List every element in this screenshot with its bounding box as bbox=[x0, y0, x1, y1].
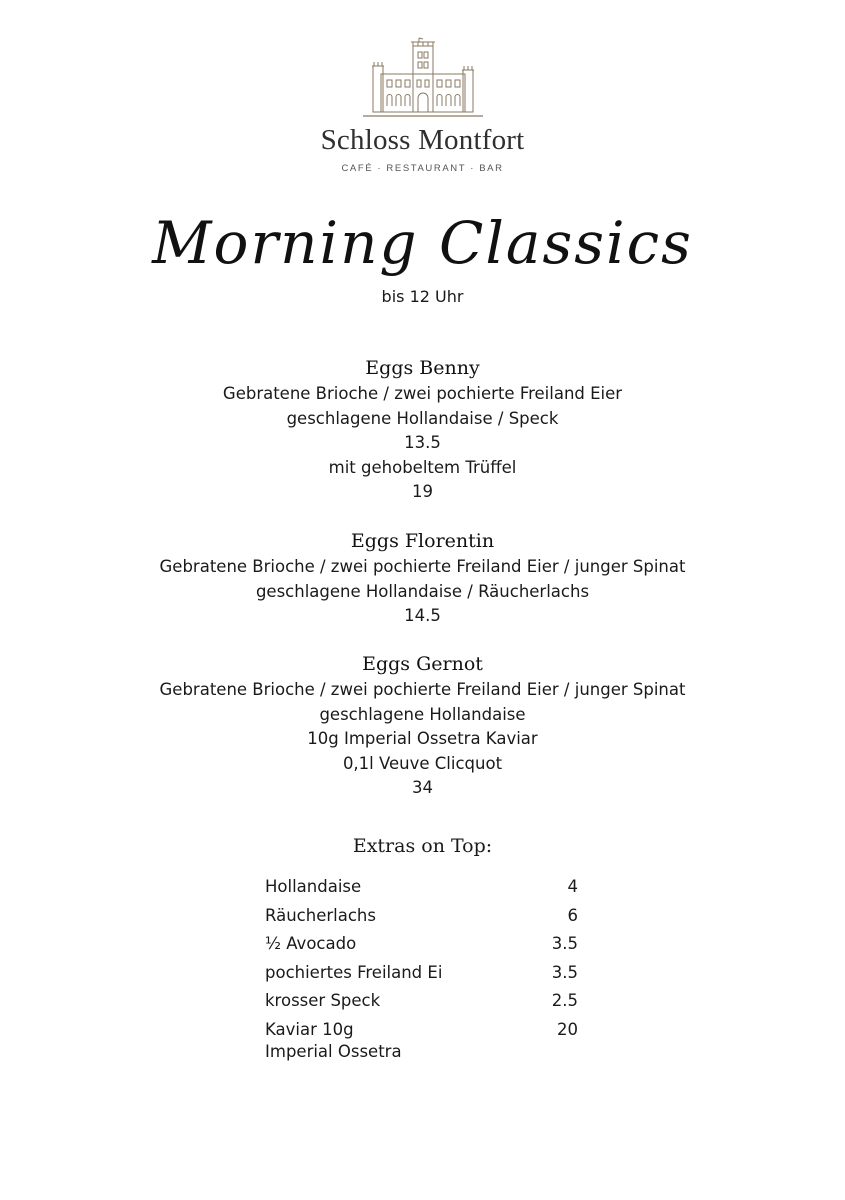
dish-price: 14.5 bbox=[404, 606, 441, 626]
extra-item bbox=[265, 962, 578, 984]
dish-price: 13.5 bbox=[404, 433, 441, 453]
menu-title: Morning Classics bbox=[152, 209, 693, 277]
extra-price: 20 bbox=[557, 1019, 578, 1039]
extra-price: 2.5 bbox=[551, 991, 578, 1011]
extra-price: 3.5 bbox=[551, 934, 578, 954]
dish-line: Gebratene Brioche / zwei pochierte Freiland Eier / junger Spinat bbox=[159, 557, 686, 576]
extra-item bbox=[265, 933, 578, 955]
dish-name: Eggs Benny bbox=[365, 357, 480, 379]
extra-name: krosser Speck bbox=[265, 991, 381, 1011]
dish-line: Gebratene Brioche / zwei pochierte Freiland Eier / junger Spinat bbox=[159, 680, 686, 699]
castle-icon bbox=[363, 36, 483, 118]
brand-tagline: CAFÉ · RESTAURANT · BAR bbox=[341, 163, 504, 174]
extra-item bbox=[265, 990, 578, 1012]
extra-name: ½ Avocado bbox=[265, 934, 357, 954]
logo bbox=[0, 36, 845, 174]
dish-option: mit gehobeltem Trüffel bbox=[328, 457, 517, 477]
extra-name: pochiertes Freiland Ei bbox=[265, 962, 443, 982]
extra-name: Räucherlachs bbox=[265, 905, 376, 925]
menu-subtitle: bis 12 Uhr bbox=[381, 287, 464, 306]
dish-name: Eggs Gernot bbox=[362, 653, 483, 675]
dish-price: 34 bbox=[412, 778, 433, 798]
extra-price: 4 bbox=[567, 877, 578, 896]
dish-option-price: 19 bbox=[412, 482, 433, 502]
dish-eggs-benny bbox=[0, 354, 845, 505]
dish-line: Gebratene Brioche / zwei pochierte Freiland Eier bbox=[222, 384, 623, 403]
dish-name: Eggs Florentin bbox=[350, 530, 495, 552]
extra-price: 3.5 bbox=[551, 962, 578, 982]
extra-item bbox=[265, 1019, 578, 1063]
dish-line: 0,1l Veuve Clicquot bbox=[342, 753, 503, 773]
dish-line: geschlagene Hollandaise bbox=[319, 704, 526, 724]
extra-price: 6 bbox=[567, 905, 578, 925]
extra-name: Kaviar 10g Imperial Ossetra bbox=[265, 1019, 402, 1061]
extra-name: Hollandaise bbox=[265, 877, 362, 896]
dish-line: 10g Imperial Ossetra Kaviar bbox=[307, 729, 538, 749]
dish-line: geschlagene Hollandaise / Speck bbox=[286, 408, 559, 428]
extra-item bbox=[265, 876, 578, 898]
extra-item bbox=[265, 905, 578, 927]
dish-line: geschlagene Hollandaise / Räucherlachs bbox=[255, 581, 590, 601]
extras-list bbox=[265, 876, 578, 1070]
dish-eggs-gernot bbox=[0, 650, 845, 801]
extras-title: Extras on Top: bbox=[352, 835, 493, 857]
brand-name: Schloss Montfort bbox=[320, 124, 525, 156]
dish-eggs-florentin bbox=[0, 527, 845, 629]
